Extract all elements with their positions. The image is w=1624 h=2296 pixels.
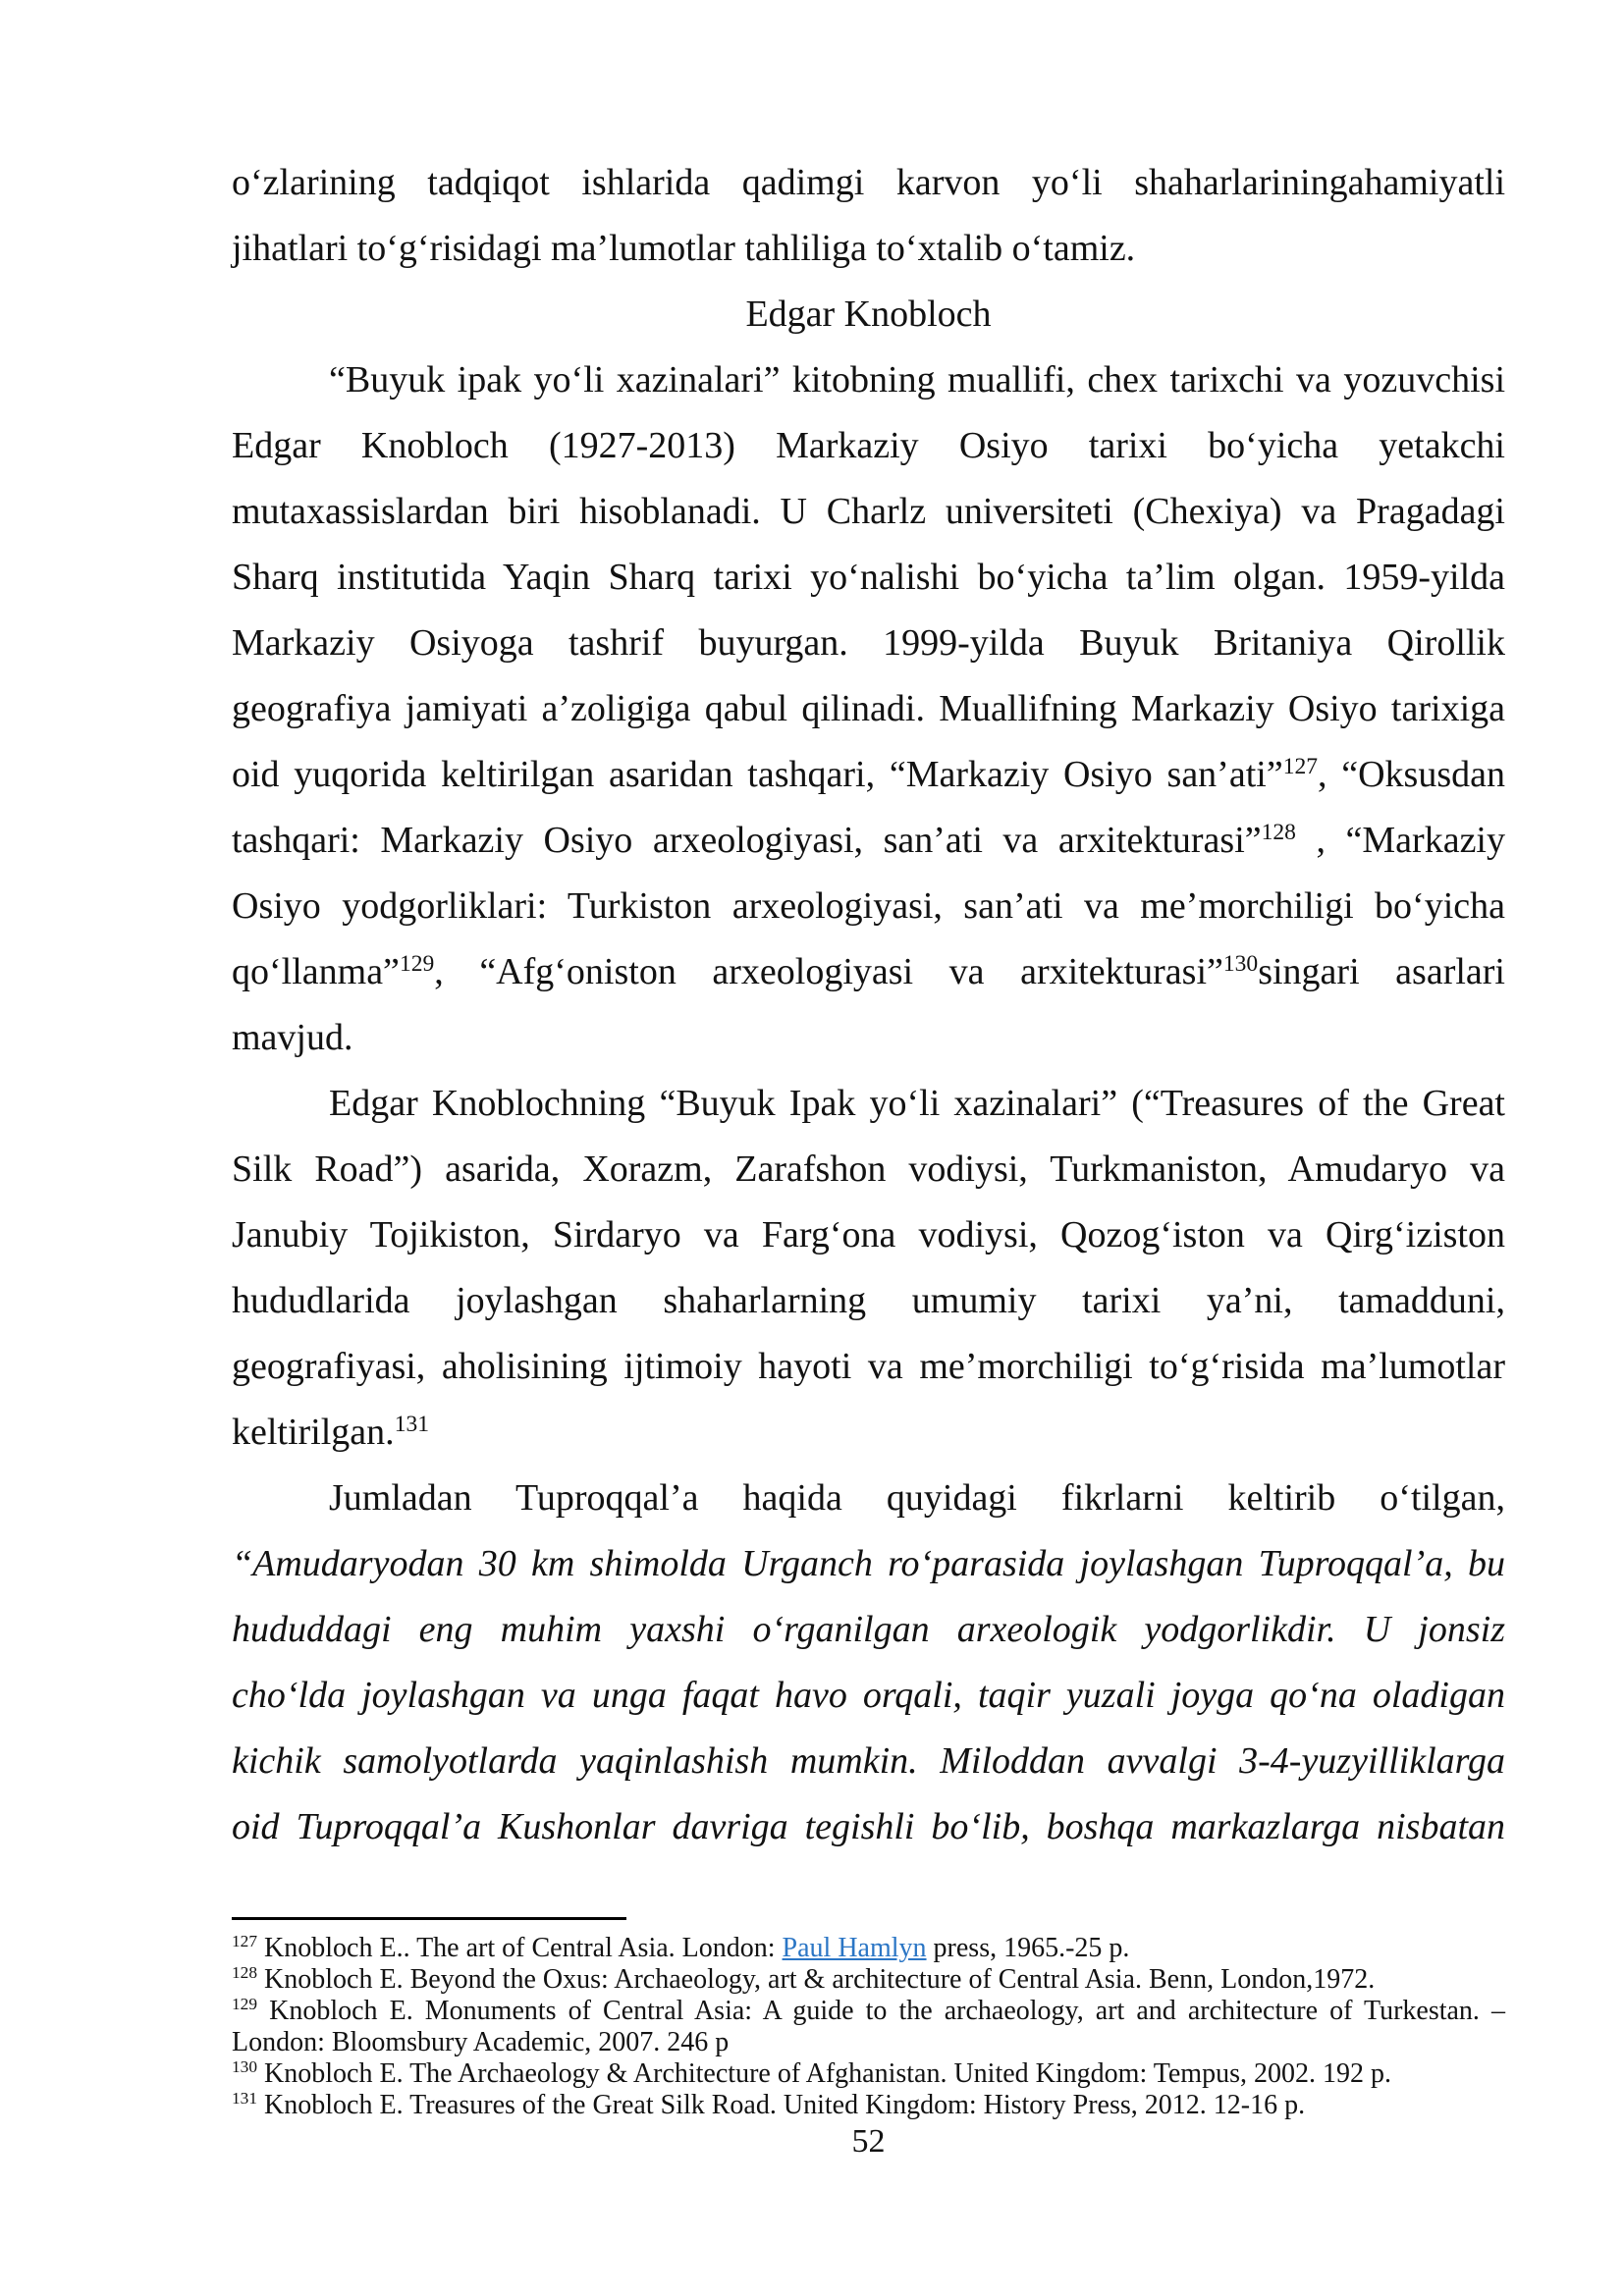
section-heading: Edgar Knobloch (745, 294, 992, 335)
text-line: tashqari: Markaziy Osiyo arxeologiyasi, san’ati va arxitekturasi”$^{128}$ , “Markaziy (232, 820, 1505, 861)
footnote-ref: 131 (232, 2089, 258, 2109)
text-line: oid Tuproqqal’a Kushonlar davriga tegishli bo‘lib, boshqa markazlarga nisbatan (232, 1806, 1505, 1847)
footnotes (232, 1933, 1505, 2121)
text-line: kichik samolyotlarda yaqinlashish mumkin. Miloddan avvalgi 3-4-yuzyilliklarga (232, 1740, 1505, 1782)
footnote-ref: 129 (232, 1995, 258, 2014)
footnote-ref: 130 (232, 2057, 258, 2077)
text-line: mutaxassislardan biri hisoblanadi. U Charlz universiteti (Chexiya) va Pragadagi (232, 491, 1505, 532)
text-line: geografiyasi, aholisining ijtimoiy hayoti va me’morchiligi to‘g‘risida ma’lumotlar (232, 1346, 1505, 1387)
text-line: qo‘llanma”$^{129}$, “Afg‘oniston arxeologiyasi va arxitekturasi”$^{130}$singari asarlari (232, 951, 1505, 992)
text-line: $^{127}$ Knobloch E.. The art of Central Asia. London: Paul Hamlyn press, 1965.-25 p. (232, 1932, 1130, 1963)
footnote (232, 1996, 1505, 2058)
text-line: geografiya jamiyati a’zoligiga qabul qilinadi. Muallifning Markaziy Osiyo tarixiga (232, 688, 1505, 729)
paragraph-treasures (232, 1071, 1505, 1466)
footnote-ref: 128 (232, 1963, 258, 1983)
paragraph-knobloch-bio (232, 347, 1505, 1071)
text-line: hududdagi eng muhim yaxshi o‘rganilgan arxeologik yodgorlikdir. U jonsiz (232, 1609, 1505, 1650)
footnote-ref: 127 (232, 1932, 258, 1951)
footnote-ref: 127 (1282, 754, 1319, 780)
footnote-ref: 130 (1222, 951, 1259, 978)
text-line: jihatlari to‘g‘risidagi ma’lumotlar tahliliga to‘xtalib o‘tamiz. (232, 228, 1136, 269)
text-line: oid yuqorida keltirilgan asaridan tashqari, “Markaziy Osiyo san’ati”$^{127}$, “Oksusdan (232, 754, 1505, 795)
text-line: cho‘lda joylashgan va unga faqat havo orqali, taqir yuzali joyga qo‘na oladigan (232, 1675, 1505, 1716)
footnote (232, 2058, 1505, 2090)
page-body (232, 150, 1505, 1860)
footnote (232, 2090, 1505, 2121)
text-line: “Buyuk ipak yo‘li xazinalari” kitobning muallifi, chex tarixchi va yozuvchisi (329, 359, 1505, 400)
hyperlink[interactable]: Paul Hamlyn (782, 1933, 927, 1963)
text-line: London: Bloomsbury Academic, 2007. 246 p (232, 2027, 730, 2057)
text-line: mavjud. (232, 1017, 353, 1058)
text-line: o‘zlarining tadqiqot ishlarida qadimgi karvon yo‘li shaharlariningahamiyatli (232, 162, 1505, 203)
footnote (232, 1933, 1505, 1964)
text-line: Jumladan Tuproqqal’a haqida quyidagi fikrlarni keltirib o‘tilgan, (329, 1477, 1505, 1519)
text-line: Sharq institutida Yaqin Sharq tarixi yo‘nalishi bo‘yicha ta’lim olgan. 1959-yilda (232, 557, 1505, 598)
text-line: Silk Road”) asarida, Xorazm, Zarafshon vodiysi, Turkmaniston, Amudaryo va (232, 1148, 1505, 1190)
footnote-ref: 131 (394, 1412, 430, 1438)
text-line: hududlarida joylashgan shaharlarning umumiy tarixi ya’ni, tamadduni, (232, 1280, 1505, 1321)
text-line: keltirilgan.$^{131}$ (232, 1412, 430, 1453)
text-line: $^{128}$ Knobloch E. Beyond the Oxus: Archaeology, art & architecture of Central Asia. Benn, London,1972. (232, 1963, 1376, 1995)
page-number: 52 (851, 2123, 886, 2160)
text-line: Markaziy Osiyoga tashrif buyurgan. 1999-yilda Buyuk Britaniya Qirollik (232, 622, 1505, 664)
footnote-ref: 129 (399, 951, 435, 978)
paragraph-continuation (232, 150, 1505, 282)
footnote-ref: 128 (1261, 820, 1296, 846)
text-line: “Amudaryodan 30 km shimolda Urganch ro‘parasida joylashgan Tuproqqal’a, bu (232, 1543, 1505, 1584)
text-line: $^{129}$ Knobloch E. Monuments of Central Asia: A guide to the archaeology, art and architecture of Turkestan. – (232, 1995, 1505, 2026)
footnote-separator (232, 1917, 626, 1920)
text-line: Osiyo yodgorliklari: Turkiston arxeologiyasi, san’ati va me’morchiligi bo‘yicha (232, 885, 1505, 927)
text-line: Edgar Knoblochning “Buyuk Ipak yo‘li xazinalari” (“Treasures of the Great (329, 1083, 1505, 1124)
text-line: $^{130}$ Knobloch E. The Archaeology & Architecture of Afghanistan. United Kingdom: Tempus, 2002. 192 p. (232, 2057, 1391, 2089)
text-line: $^{131}$ Knobloch E. Treasures of the Great Silk Road. United Kingdom: History Press, 2012. 12-16 p. (232, 2089, 1306, 2120)
paragraph-tuproqqala-quote (232, 1466, 1505, 1860)
text-line: Edgar Knobloch (1927-2013) Markaziy Osiyo tarixi bo‘yicha yetakchi (232, 425, 1505, 466)
footnote (232, 1964, 1505, 1996)
text-line: Janubiy Tojikiston, Sirdaryo va Farg‘ona vodiysi, Qozog‘iston va Qirg‘iziston (232, 1214, 1505, 1255)
